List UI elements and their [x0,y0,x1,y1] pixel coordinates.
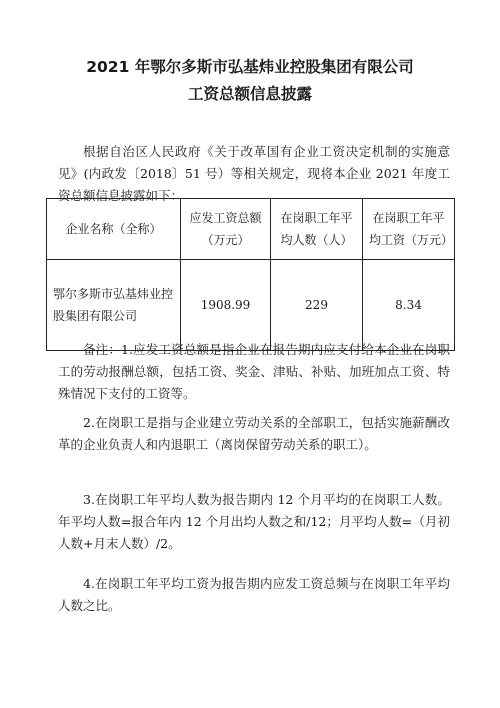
note-1: 备注：1.应发工资总额是指企业在报告期内应支付给本企业在岗职工的劳动报酬总额，包括工资、奖金、津贴、补贴、加班加点工资、特殊情况下支付的工资等。 [58,342,450,401]
header-total-wage: 应发工资总额（万元） [181,199,271,260]
cell-average-wage: 8.34 [363,260,455,351]
wage-info-table [46,198,455,351]
cell-average-headcount: 229 [271,260,363,351]
header-average-headcount: 在岗职工年平均人数（人） [271,199,363,260]
table-row [47,260,455,351]
document-title-line2: 工资总额信息披露 [187,85,312,103]
header-average-wage: 在岗职工年平均工资（万元） [363,199,455,260]
cell-company-name: 鄂尔多斯市弘基炜业控股集团有限公司 [47,260,181,351]
cell-total-wage: 1908.99 [181,260,271,351]
header-company-name: 企业名称（全称） [47,199,181,260]
document-title-line1: 2021 年鄂尔多斯市弘基炜业控股集团有限公司 [86,58,414,76]
note-2: 2.在岗职工是指与企业建立劳动关系的全部职工，包括实施薪酬改革的企业负责人和内退职工（离岗保留劳动关系的职工）。 [58,415,450,452]
intro-paragraph: 根据自治区人民政府《关于改革国有企业工资决定机制的实施意见》(内政发〔2018〕51 号）等相关规定，现将本企业 2021 年度工资总额信息披露如下： [58,144,450,203]
note-4: 4.在岗职工年平均工资为报告期内应发工资总频与在岗职工年平均人数之比。 [58,576,450,613]
table-header-row [47,199,455,260]
note-3: 3.在岗职工年平均人数为报告期内 12 个月平均的在岗职工人数。年平均人数=报合年内 12 个月出均人数之和/12；月平均人数=（月初人数+月末人数）/2。 [58,492,450,551]
